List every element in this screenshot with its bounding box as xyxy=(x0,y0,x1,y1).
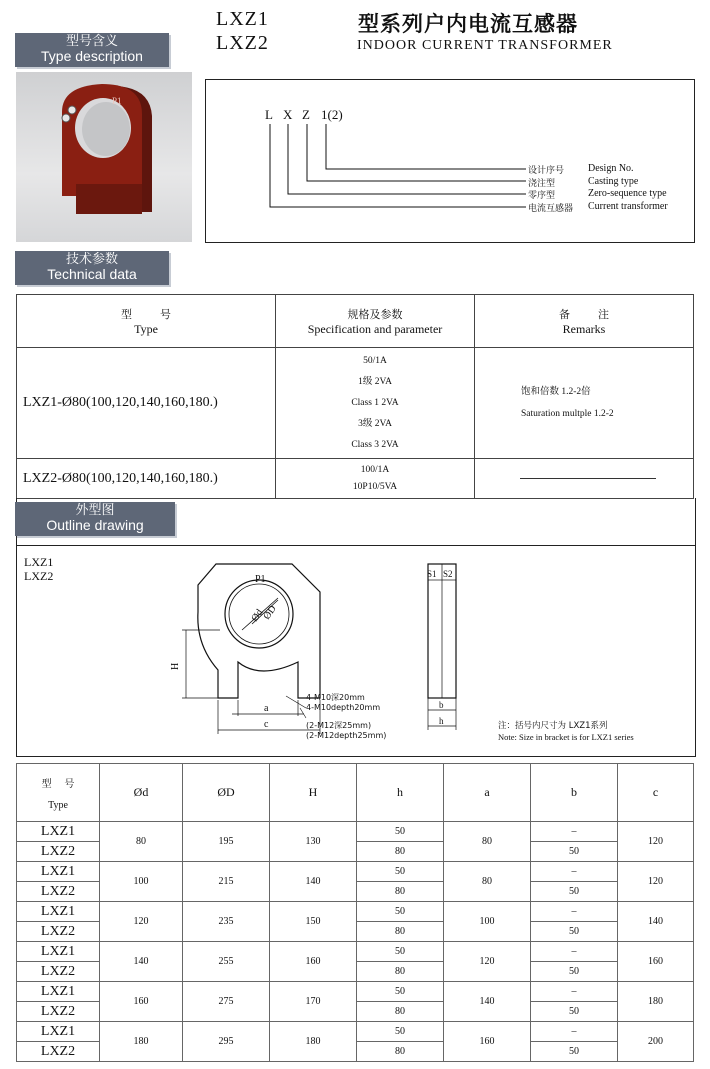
dims-header-h: h xyxy=(357,764,444,822)
note-m12-en: (2-M12depth25mm) xyxy=(306,731,387,740)
tech-header-type-en: Type xyxy=(134,321,158,336)
dims-cell-b: 50 xyxy=(531,1042,618,1062)
tech-header-remarks-cn: 备 注 xyxy=(559,307,609,321)
dims-header-type xyxy=(17,764,100,822)
type-code-letter-x: X xyxy=(283,107,293,122)
outline-drawing-cn: 外型图 xyxy=(75,503,115,518)
tech-header-spec xyxy=(276,295,475,348)
outline-drawing-tag xyxy=(15,502,175,536)
dims-cell-c: 140 xyxy=(618,902,694,942)
spec-line: 100/1A xyxy=(360,464,390,475)
dims-cell-type: LXZ1 xyxy=(17,822,100,842)
drawing-label-d-small: Ød xyxy=(249,607,266,624)
dims-header-a: a xyxy=(444,764,531,822)
spec-line: Class 1 2VA xyxy=(351,397,399,408)
outline-drawing-en: Outline drawing xyxy=(46,516,144,533)
dims-cell-H: 140 xyxy=(270,862,357,902)
note-m10-cn: 4-M10深20mm xyxy=(306,693,365,702)
drawing-label-d-big: ØD xyxy=(261,603,279,622)
outline-drawing xyxy=(160,550,680,750)
dims-cell-D: 235 xyxy=(183,902,270,942)
drawing-label-h-big: H xyxy=(170,662,181,670)
technical-data-cn: 技术参数 xyxy=(65,252,118,267)
dims-cell-b: – xyxy=(531,822,618,842)
dims-cell-h: 50 xyxy=(357,862,444,882)
tech-row-lxz2 xyxy=(17,459,694,499)
page-title: 型系列户内电流互感器 xyxy=(358,12,578,36)
dims-row xyxy=(17,862,694,882)
dims-header-b: b xyxy=(531,764,618,822)
legend-design-no-cn: 设计序号 xyxy=(528,166,565,176)
note-bracket-cn: 注：括号内尺寸为 LXZ1系列 xyxy=(498,721,608,731)
drawing-model-1: LXZ1 xyxy=(24,555,54,569)
dims-cell-b: – xyxy=(531,902,618,922)
dims-cell-h: 50 xyxy=(357,982,444,1002)
dims-cell-d: 180 xyxy=(100,1022,183,1062)
legend-casting-en: Casting type xyxy=(588,176,639,187)
spec-line: 1级 2VA xyxy=(358,376,392,387)
drawing-label-c: c xyxy=(264,719,269,730)
drawing-label-h-small: h xyxy=(439,716,444,726)
dims-cell-D: 215 xyxy=(183,862,270,902)
dims-cell-H: 130 xyxy=(270,822,357,862)
dims-cell-type: LXZ1 xyxy=(17,942,100,962)
dims-cell-a: 160 xyxy=(444,1022,531,1062)
dims-cell-d: 140 xyxy=(100,942,183,982)
dims-cell-type: LXZ1 xyxy=(17,982,100,1002)
tech-spec-lxz2 xyxy=(276,459,475,499)
legend-design-no-en: Design No. xyxy=(588,163,634,174)
tech-row-lxz1 xyxy=(17,348,694,459)
dims-cell-h: 50 xyxy=(357,822,444,842)
dims-cell-H: 150 xyxy=(270,902,357,942)
tech-header-spec-cn: 规格及参数 xyxy=(347,307,403,321)
tech-header-row xyxy=(17,295,694,348)
spec-line: 50/1A xyxy=(363,355,387,366)
remarks-cn: 饱和倍数 1.2-2倍 xyxy=(521,387,591,397)
remarks-en: Saturation multple 1.2-2 xyxy=(521,409,614,419)
dims-cell-b: – xyxy=(531,982,618,1002)
dims-cell-c: 120 xyxy=(618,822,694,862)
legend-ct-en: Current transformer xyxy=(588,201,668,212)
dims-cell-a: 80 xyxy=(444,822,531,862)
dims-cell-h: 80 xyxy=(357,962,444,982)
dims-body xyxy=(17,822,694,1062)
dims-cell-d: 100 xyxy=(100,862,183,902)
dims-cell-b: 50 xyxy=(531,962,618,982)
dims-cell-type: LXZ2 xyxy=(17,922,100,942)
spec-line: 10P10/5VA xyxy=(352,481,398,492)
tech-header-remarks xyxy=(475,295,694,348)
drawing-label-b: b xyxy=(439,700,444,710)
dims-cell-H: 160 xyxy=(270,942,357,982)
dims-cell-type: LXZ2 xyxy=(17,962,100,982)
technical-data-table xyxy=(16,294,694,499)
note-m10-en: 4-M10depth20mm xyxy=(306,703,381,712)
legend-casting-cn: 浇注型 xyxy=(528,179,556,189)
tech-remarks-lxz2 xyxy=(475,459,694,499)
dims-cell-b: 50 xyxy=(531,882,618,902)
dims-cell-h: 50 xyxy=(357,1022,444,1042)
dims-cell-d: 80 xyxy=(100,822,183,862)
dims-cell-h: 80 xyxy=(357,1002,444,1022)
tech-header-type xyxy=(17,295,276,348)
drawing-label-a: a xyxy=(264,703,269,714)
page-subtitle: INDOOR CURRENT TRANSFORMER xyxy=(357,38,613,53)
legend-zero-seq-cn: 零序型 xyxy=(528,191,556,201)
tech-header-type-cn: 型 号 xyxy=(121,307,171,321)
dims-cell-type: LXZ2 xyxy=(17,1042,100,1062)
dims-cell-a: 100 xyxy=(444,902,531,942)
dims-cell-a: 120 xyxy=(444,942,531,982)
dims-cell-b: 50 xyxy=(531,1002,618,1022)
dims-cell-h: 50 xyxy=(357,902,444,922)
photo-marking: P1 xyxy=(112,96,122,106)
dims-cell-h: 80 xyxy=(357,842,444,862)
dims-cell-c: 180 xyxy=(618,982,694,1022)
dims-cell-H: 170 xyxy=(270,982,357,1022)
tech-spec-lxz1 xyxy=(276,348,475,459)
dimensions-table xyxy=(16,763,694,1062)
outline-divider xyxy=(16,545,695,546)
tech-header-remarks-en: Remarks xyxy=(562,321,606,336)
dims-header-c: c xyxy=(618,764,694,822)
note-bracket-en: Note: Size in bracket is for LXZ1 series xyxy=(498,732,634,742)
dims-cell-b: 50 xyxy=(531,922,618,942)
remarks-dash-line xyxy=(520,478,656,479)
dims-cell-b: – xyxy=(531,862,618,882)
dims-header-row xyxy=(17,764,694,822)
tech-remarks-lxz1 xyxy=(475,348,694,459)
dims-cell-D: 295 xyxy=(183,1022,270,1062)
dims-header-d: Ød xyxy=(100,764,183,822)
dims-row xyxy=(17,942,694,962)
dims-cell-b: 50 xyxy=(531,842,618,862)
dims-cell-type: LXZ1 xyxy=(17,1022,100,1042)
dims-cell-b: – xyxy=(531,1022,618,1042)
dims-header-type-cn: 型 号 xyxy=(41,778,75,790)
dims-cell-type: LXZ1 xyxy=(17,902,100,922)
model-line-1: LXZ1 xyxy=(216,8,269,30)
tech-type-lxz2: LXZ2-Ø80(100,120,140,160,180.) xyxy=(17,459,276,499)
dims-cell-type: LXZ2 xyxy=(17,842,100,862)
dims-cell-type: LXZ2 xyxy=(17,882,100,902)
dims-cell-d: 120 xyxy=(100,902,183,942)
type-description-cn: 型号含义 xyxy=(65,34,118,49)
dims-cell-type: LXZ1 xyxy=(17,862,100,882)
dims-cell-type: LXZ2 xyxy=(17,1002,100,1022)
dims-row xyxy=(17,822,694,842)
type-code-box xyxy=(205,79,695,243)
type-code-letter-z: Z xyxy=(302,107,310,122)
spec-line: Class 3 2VA xyxy=(351,439,399,450)
note-m12-cn: (2-M12深25mm) xyxy=(306,721,372,730)
product-photo xyxy=(16,72,192,242)
dims-cell-b: – xyxy=(531,942,618,962)
tech-type-lxz1: LXZ1-Ø80(100,120,140,160,180.) xyxy=(17,348,276,459)
dims-header-type-en: Type xyxy=(48,799,68,811)
dims-header-H: H xyxy=(270,764,357,822)
dims-cell-D: 275 xyxy=(183,982,270,1022)
transformer-photo-illustration xyxy=(16,72,192,242)
dims-cell-c: 120 xyxy=(618,862,694,902)
tech-header-spec-en: Specification and parameter xyxy=(307,321,443,336)
drawing-model-2: LXZ2 xyxy=(24,569,54,583)
dims-cell-H: 180 xyxy=(270,1022,357,1062)
dims-cell-h: 50 xyxy=(357,942,444,962)
model-line-2: LXZ2 xyxy=(216,32,269,54)
spec-line: 3级 2VA xyxy=(358,418,392,429)
dims-cell-h: 80 xyxy=(357,1042,444,1062)
drawing-label-s2: S2 xyxy=(443,569,453,579)
dims-cell-c: 160 xyxy=(618,942,694,982)
type-code-letter-12: 1(2) xyxy=(321,107,343,122)
legend-zero-seq-en: Zero-sequence type xyxy=(588,188,667,199)
dims-cell-D: 195 xyxy=(183,822,270,862)
dims-cell-D: 255 xyxy=(183,942,270,982)
legend-ct-cn: 电流互感器 xyxy=(528,204,574,214)
drawing-label-s1: S1 xyxy=(427,569,437,579)
type-code-diagram xyxy=(206,80,694,242)
type-description-en: Type description xyxy=(41,47,143,64)
dims-cell-c: 200 xyxy=(618,1022,694,1062)
dims-cell-a: 140 xyxy=(444,982,531,1022)
dims-row xyxy=(17,902,694,922)
type-description-tag xyxy=(15,33,169,67)
dims-cell-h: 80 xyxy=(357,882,444,902)
drawing-label-p1: P1 xyxy=(255,574,266,585)
dims-row xyxy=(17,1022,694,1042)
dims-cell-a: 80 xyxy=(444,862,531,902)
dims-cell-d: 160 xyxy=(100,982,183,1022)
technical-data-en: Technical data xyxy=(47,265,137,282)
dims-row xyxy=(17,982,694,1002)
technical-data-tag xyxy=(15,251,169,285)
type-code-letter-l: L xyxy=(265,107,273,122)
dims-header-D: ØD xyxy=(183,764,270,822)
dims-cell-h: 80 xyxy=(357,922,444,942)
